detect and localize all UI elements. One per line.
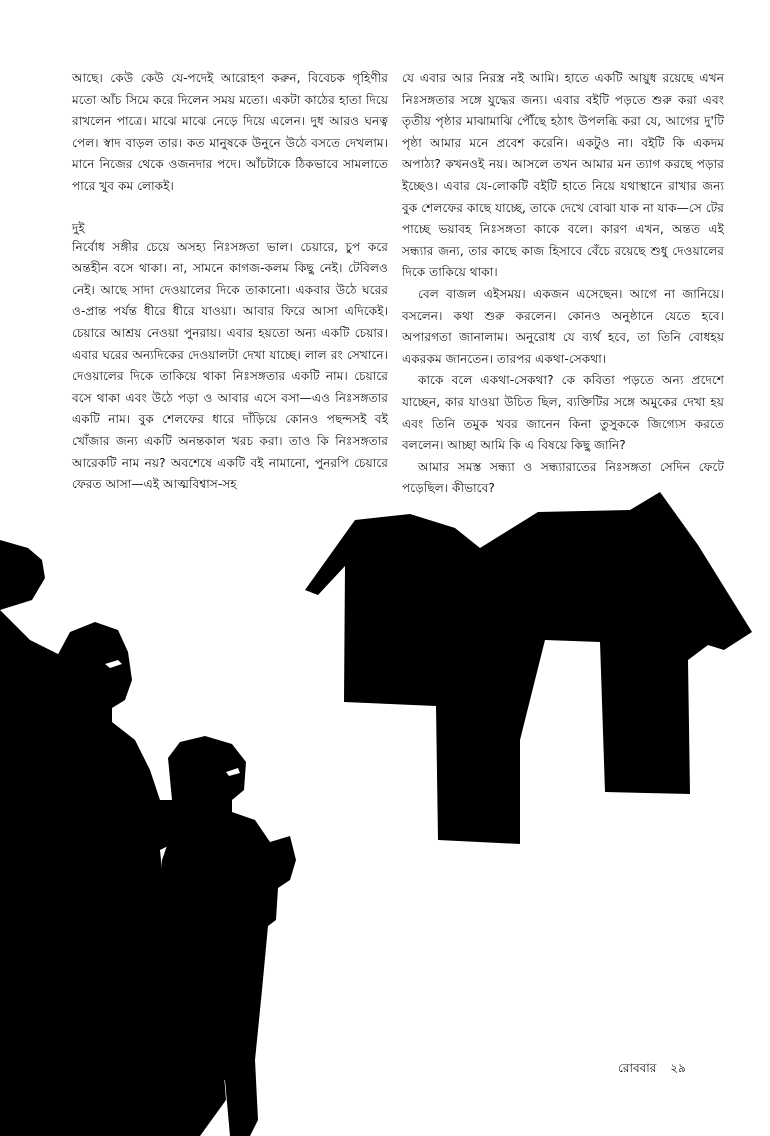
section-heading: দুই	[72, 220, 85, 235]
paragraph: কাকে বলে একথা-সেকথা? কে কবিতা পড়তে অন্য প্রদেশে যাচ্ছেন, কার যাওয়া উচিত ছিল, ব্যক্তিটির সঙ্গে অমুকের দেখা হয় এবং তিনি তমুক খবর জানেন কিনা তুসুককে জিগ্যেস করতে বললেন। আচ্ছা আমি কি এ বিষয়ে কিছু জানি?	[402, 373, 724, 453]
right-text-column	[402, 68, 724, 500]
paragraph: আছে। কেউ কেউ যে-পদেই আরোহণ করুন, বিবেচক গৃহিণীর মতো আঁচ সিমে করে দিলেন সময় মতো। একটা কাঠের হাতা দিয়ে রাখলেন পাত্রে। মাঝে মাঝে নেড়ে দিয়ে এলেন। দুধ আরও ঘনত্ব পেল। স্বাদ বাড়ল তার। কত মানুষকে উনুনে উঠে বসতে দেখলাম। মানে নিজের থেকে ওজনদার পদে। আঁচটাকে ঠিকভাবে সামলাতে পারে খুব কম লোকই।	[72, 71, 388, 193]
paragraph: নির্বোধ সঙ্গীর চেয়ে অসহ্য নিঃসঙ্গতা ভাল। চেয়ারে, চুপ করে অন্তহীন বসে থাকা। না, সামনে কাগজ-কলম কিছু নেই। টেবিলও নেই। আছে সাদা দেওয়ালের দিকে তাকানো। একবার উঠে ঘরের ও-প্রান্ত পর্যন্ত ধীরে ধীরে যাওয়া। আবার ফিরে আসা এদিকেই। চেয়ারে আশ্রয় নেওয়া পুনরায়। এবার হয়তো অন্য একটি চেয়ার। এবার ঘরের অন্যদিকের দেওয়ালটা দেখা যাচ্ছে। লাল রং সেখানে। দেওয়ালের দিকে তাকিয়ে থাকা নিঃসঙ্গতার একটি নাম। চেয়ারে বসে থাকা এবং উঠে পড়া ও আবার এসে বসা—এও নিঃসঙ্গতার একটি নাম। বুক শেলফের ধারে দাঁড়িয়ে কোনও পছন্দসই বই খোঁজার জন্য একটি অনন্তকাল খরচ করা। তাও কি নিঃসঙ্গতার আরেকটি নাম নয়? অবশেষে একটি বই নামানো, পুনরপি চেয়ারে ফেরত আসা—এই আত্মবিশ্বাস-সহ	[72, 239, 388, 492]
house-silhouette	[305, 492, 752, 844]
page-footer	[618, 1060, 696, 1076]
paragraph: বেল বাজল এইসময়। একজন এসেছেন। আগে না জানিয়ে। বসলেন। কথা শুরু করলেন। কোনও অনুষ্ঠানে যেতে হবে। অপারগতা জানালাম। অনুরোধ যে ব্যর্থ হবে, তা তিনি বোধহয় একরকম জানতেন। তারপর একথা-সেকথা।	[402, 286, 724, 366]
left-text-column	[72, 68, 388, 496]
magazine-name: রোববার	[618, 1061, 657, 1075]
paragraph: যে এবার আর নিরস্ত্র নই আমি। হাতে একটি আয়ুধ রয়েছে এখন নিঃসঙ্গতার সঙ্গে যুদ্ধের জন্য। এবার বইটি পড়তে শুরু করা এবং তৃতীয় পৃষ্ঠার মাঝামাঝি পৌঁছে হঠাৎ উপলব্ধি করা যে, আগের দু'টি পৃষ্ঠা আমার মনে প্রবেশ করেনি। একটুও না। বইটি কি একদম অপাঠ্য? কখনওই নয়। আসলে তখন আমার মন ত্যাগ করছে পড়ার ইচ্ছেও। এবার যে-লোকটি বইটি হাতে নিয়ে যথাস্থানে রাখার জন্য বুক শেলফের কাছে যাচ্ছে, তাকে দেখে বোঝা যাক না যাক—সে টের পাচ্ছে ভয়াবহ নিঃসঙ্গতা কাকে বলে। কারণ এখন, অন্তত এই সন্ধ্যার জন্য, তার কাছে কাজ হিসাবে বেঁচে রয়েছে শুধু দেওয়ালের দিকে তাকিয়ে থাকা।	[402, 71, 724, 280]
page-number: ২৯	[670, 1061, 686, 1075]
child-silhouette	[160, 736, 296, 1136]
silhouette-illustration	[0, 470, 770, 1136]
paragraph: আমার সমস্ত সন্ধ্যা ও সন্ধ্যারাতের নিঃসঙ্গতা সেদিন ফেটে পড়েছিল। কীভাবে?	[402, 459, 724, 496]
